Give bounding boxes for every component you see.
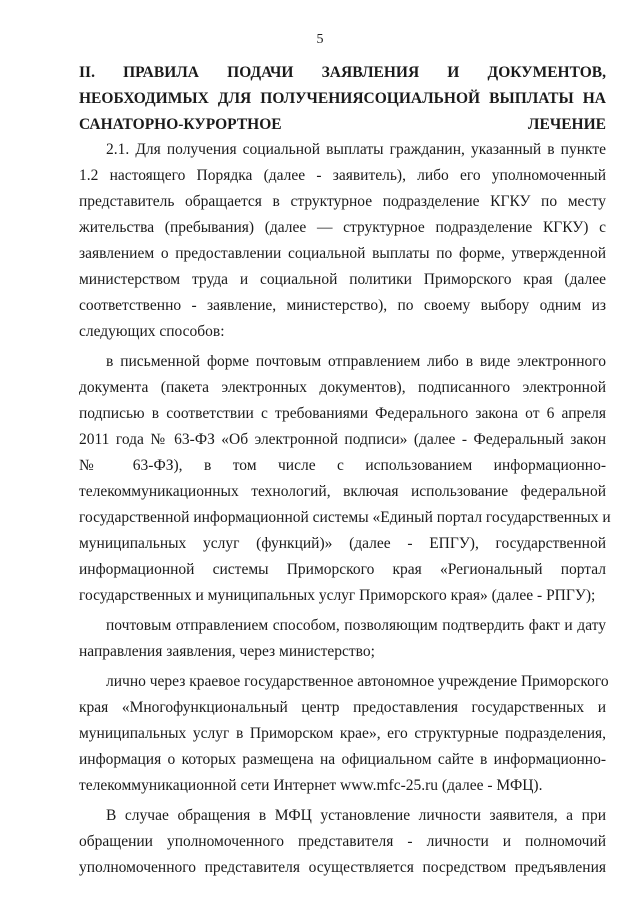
text-line: почтовым отправлением способом, позволяющим подтвердить факт и дату [106, 617, 606, 634]
text-line: информация о которых размещена на официальном сайте в информационно- [79, 751, 606, 768]
text-line: № 63-ФЗ), в том числе с использованием информационно- [79, 457, 606, 474]
text-line: края «Многофункциональный центр предоставления государственных и [79, 699, 606, 716]
text-line: муниципальных услуг в Приморском крае», его структурные подразделения, [79, 725, 606, 742]
section-title-line: II. ПРАВИЛА ПОДАЧИ ЗАЯВЛЕНИЯ И ДОКУМЕНТОВ, [79, 64, 606, 81]
text-line: жительства (пребывания) (далее — структурное подразделение КГКУ) с [79, 219, 606, 236]
document-body [79, 137, 611, 881]
paragraph-postal [79, 613, 606, 665]
paragraph-2-1 [79, 137, 606, 345]
text-line: 2011 года № 63-ФЗ «Об электронной подписи» (далее - Федеральный закон [79, 431, 606, 448]
paragraph-in-person [79, 669, 609, 799]
text-line: муниципальных услуг (функций)» (далее - ЕПГУ), государственной [79, 535, 606, 552]
page-number: 5 [316, 32, 324, 47]
text-line: направления заявления, через министерство; [79, 643, 375, 660]
paragraph-written-form [79, 349, 611, 609]
text-line: обращении уполномоченного представителя - личности и полномочий [79, 833, 606, 850]
paragraph-mfc-identity [79, 803, 606, 881]
text-line: В случае обращения в МФЦ установление личности заявителя, а при [106, 807, 606, 824]
text-line: соответственно - заявление, министерство), по своему выбору одним из [79, 297, 606, 314]
text-line: заявлением о предоставлении социальной выплаты по форме, утвержденной [79, 245, 606, 262]
text-line: представитель обращается в структурное подразделение КГКУ по месту [79, 193, 606, 210]
text-line: информационной системы Приморского края «Региональный портал [79, 561, 606, 578]
section-title-line: НЕОБХОДИМЫХ ДЛЯ ПОЛУЧЕНИЯСОЦИАЛЬНОЙ ВЫПЛАТЫ НА [79, 90, 606, 107]
text-line: телекоммуникационных технологий, включая использование федеральной [79, 483, 606, 500]
text-line: министерством труда и социальной политики Приморского края (далее [79, 271, 606, 288]
text-line: 1.2 настоящего Порядка (далее - заявитель), либо его уполномоченный [79, 167, 606, 184]
text-line: следующих способов: [79, 323, 225, 340]
text-line: подписью в соответствии с требованиями Федерального закона от 6 апреля [79, 405, 606, 422]
text-line: в письменной форме почтовым отправлением либо в виде электронного [106, 353, 606, 370]
text-line: государственной информационной системы «Единый портал государственных и [79, 509, 611, 526]
text-line: 2.1. Для получения социальной выплаты гражданин, указанный в пункте [106, 141, 606, 158]
text-line: государственных и муниципальных услуг Приморского края» (далее - РПГУ); [79, 587, 596, 604]
text-line: документа (пакета электронных документов), подписанного электронной [79, 379, 606, 396]
section-title-line: САНАТОРНО-КУРОРТНОЕ ЛЕЧЕНИЕ [79, 116, 606, 133]
text-line: уполномоченного представителя осуществляется посредством предъявления [79, 859, 606, 876]
text-line: лично через краевое государственное автономное учреждение Приморского [106, 673, 609, 690]
section-title [79, 63, 606, 141]
text-line: телекоммуникационной сети Интернет www.mfc-25.ru (далее - МФЦ). [79, 777, 543, 794]
